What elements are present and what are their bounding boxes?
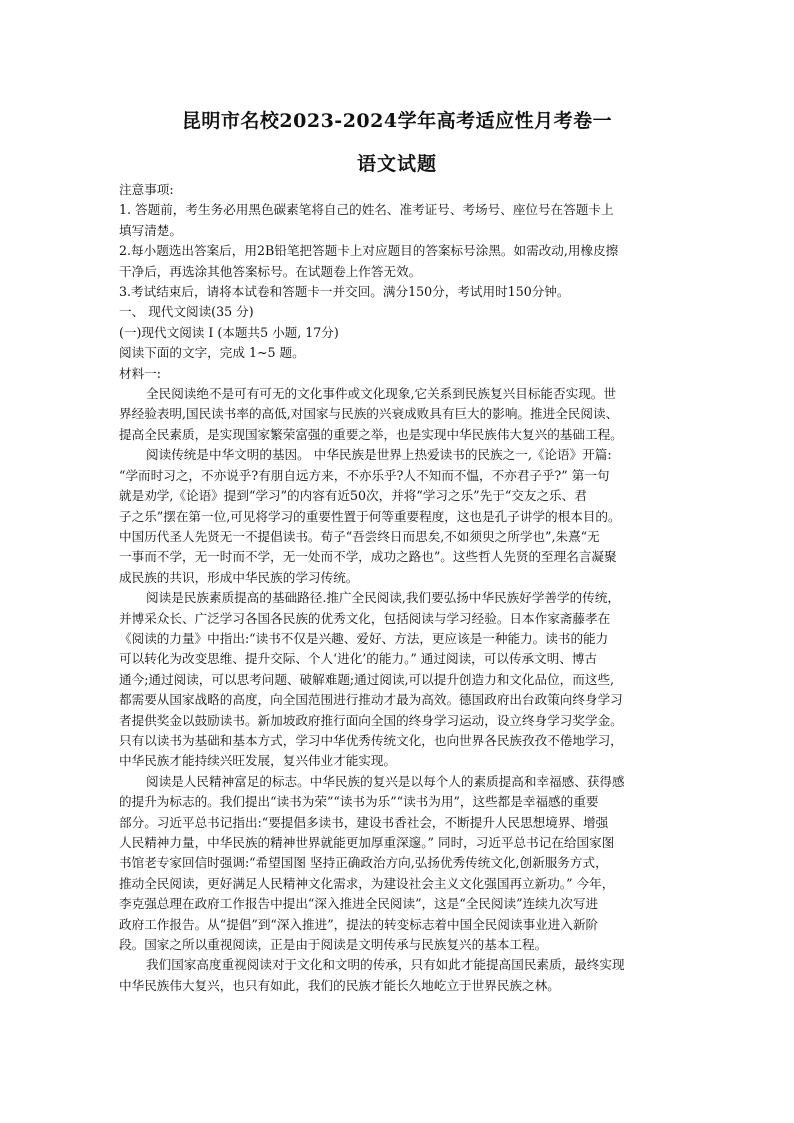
paragraph-line: 阅读是人民精神富足的标志。中华民族的复兴是以每个人的素质提高和幸福感、获得感 — [146, 773, 625, 789]
paragraph-line: 成民族的共识，形成中华民族的学习传统。 — [119, 569, 359, 585]
paragraph-line: 者提供奖金以鼓励读书。新加坡政府推行面向全国的终身学习运动，设立终身学习奖学金。 — [119, 712, 623, 728]
note-line: 干净后，再选涂其他答案标号。在试题卷上作答无效。 — [119, 263, 422, 279]
subsection-title: (一)现代文阅读 I (本题共5 小题, 17分) — [119, 324, 339, 340]
paragraph-line: 可以转化为改变思维、提升交际、个人‘进化’的能力。” 通过阅读，可以传承文明、博古 — [119, 651, 598, 667]
paragraph-line: 都需要从国家战略的高度，向全国范围进行推动才最为高效。德国政府出台政策向终身学习 — [119, 692, 623, 708]
paragraph-line: 的提升为标志的。我们提出“读书为荣”“读书为乐”“读书为用”，这些都是幸福感的重要 — [119, 794, 599, 810]
notes-heading: 注意事项: — [119, 182, 174, 197]
paragraph-line: 通今;通过阅读，可以思考问题、破解难题;通过阅读,可以提升创造力和文化品位，而这些, — [119, 671, 615, 687]
paragraph-line: 一事而不学，无一时而不学，无一处而不学，成功之路也”。这些哲人先贤的至理名言凝聚 — [119, 549, 617, 565]
paragraph-line: 部分。习近平总书记指出:“要提倡多读书，建设书香社会，不断提升人民思想境界、增强 — [119, 814, 609, 830]
note-line: 1. 答题前，考生务必用黑色碳素笔将自己的姓名、准考证号、考场号、座位号在答题卡上 — [119, 202, 614, 218]
paragraph-line: 政府工作报告。从“提倡”到“深入推进”，提法的转变标志着中国全民阅读事业进入新阶 — [119, 916, 599, 932]
note-line: 2.每小题选出答案后，用2B铅笔把答题卡上对应题目的答案标号涂黑。如需改动,用橡皮擦 — [119, 243, 619, 259]
paragraph-line: 人民精神力量，中华民族的精神世界就能更加厚重深邃。” 同时，习近平总书记在给国家图 — [119, 835, 615, 850]
document-body — [119, 180, 689, 996]
note-line: 填写清楚。 — [119, 222, 182, 238]
paragraph-line: 提高全民素质，是实现国家繁荣富强的重要之举，也是实现中华民族伟大复兴的基础工程。 — [119, 426, 623, 442]
paragraph-line: 就是劝学,《论语》提到“学习”的内容有近50次，并将“学习之乐”先于“交友之乐、君 — [119, 488, 587, 504]
paragraph-line: 中华民族才能持续兴旺发展，复兴伟业才能实现。 — [119, 753, 397, 769]
paragraph-line: 中华民族伟大复兴，也只有如此，我们的民族才能长久地屹立于世界民族之林。 — [119, 977, 560, 993]
material-label: 材料一: — [119, 365, 162, 381]
reading-instruction: 阅读下面的文字，完成 1~5 题。 — [119, 345, 305, 361]
paragraph-line: 阅读是民族素质提高的基础路径.推广全民阅读,我们要弘扬中华民族好学善学的传统， — [146, 590, 620, 606]
paragraph-line: 子之乐”摆在第一位,可见将学习的重要性置于何等重要程度，这也是孔子讲学的根本目的。 — [119, 508, 621, 524]
paragraph-line: “学而时习之，不亦说乎?有朋自远方来，不亦乐乎?人不知而不愠，不亦君子乎?” 第一句 — [119, 467, 610, 483]
exam-title: 昆明市名校2023-2024学年高考适应性月考卷一 — [181, 110, 613, 132]
paragraph-line: 段。国家之所以重视阅读，正是由于阅读是文明传承与民族复兴的基本工程。 — [119, 937, 548, 953]
paragraph-line: 全民阅读绝不是可有可无的文化事件或文化现象,它关系到民族复兴目标能否实现。世 — [146, 386, 616, 402]
paragraph-line: 我们国家高度重视阅读对于文化和文明的传承，只有如此才能提高国民素质，最终实现 — [146, 957, 625, 973]
paragraph-line: 书馆老专家回信时强调:“希望国图 坚持正确政治方向,弘扬优秀传统文化,创新服务方式， — [119, 855, 608, 871]
paragraph-line: 《阅读的力量》中指出:“读书不仅是兴趣、爱好、方法，更应该是一种能力。读书的能力 — [119, 630, 609, 646]
paragraph-line: 只有以读书为基础和基本方式，学习中华优秀传统文化，也向世界各民族孜孜不倦地学习， — [119, 732, 623, 748]
paragraph-line: 并博采众长、广泛学习各国各民族的优秀文化，包括阅读与学习经验。日本作家斋藤孝在 — [119, 610, 611, 626]
exam-subtitle: 语文试题 — [356, 153, 437, 175]
note-line: 3.考试结束后，请将本试卷和答题卡一并交回。满分150分，考试用时150分钟。 — [119, 284, 570, 300]
paragraph-line: 李克强总理在政府工作报告中提出“深入推进全民阅读”，这是“全民阅读”连续九次写进 — [119, 896, 599, 912]
section-title: 一、 现代文阅读(35 分) — [119, 304, 254, 320]
paragraph-line: 推动全民阅读，更好满足人民精神文化需求，为建设社会主义文化强国再立新功。” 今年， — [119, 875, 615, 891]
paragraph-line: 界经验表明,国民读书率的高低,对国家与民族的兴衰成败具有巨大的影响。推进全民阅读、 — [119, 406, 619, 422]
paragraph-line: 中国历代圣人先贤无一不提倡读书。荀子“吾尝终日而思矣,不如须臾之所学也”,朱熹“无 — [119, 528, 600, 544]
paragraph-line: 阅读传统是中华文明的基因。 中华民族是世界上热爱读书的民族之一,《论语》开篇: — [146, 447, 612, 463]
